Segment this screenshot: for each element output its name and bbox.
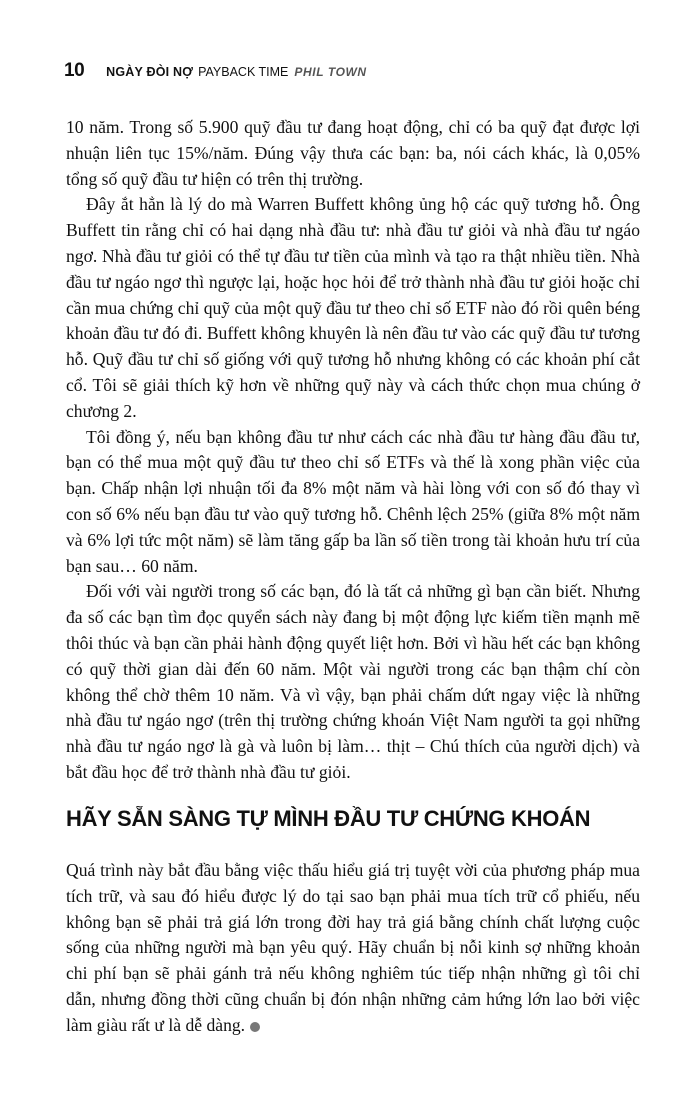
running-header (64, 60, 367, 82)
section-text (66, 858, 640, 1039)
paragraph: Đây ắt hẳn là lý do mà Warren Buffett không ủng hộ các quỹ tương hỗ. Ông Buffett tin rằng chỉ có hai dạng nhà đầu tư: nhà đầu tư giỏi và nhà đầu tư ngáo ngơ. Nhà đầu tư giỏi có thể tự đầu tư tiền của mình và tạo ra thật nhiều tiền. Nhà đầu tư ngáo ngơ thì ngược lại, hoặc học hỏi để trở thành nhà đầu tư giỏi hoặc chỉ cần mua chứng chỉ quỹ của một quỹ đầu tư theo chỉ số ETF nào đó rồi quên béng khoản đầu tư đó đi. Buffett không khuyên là nên đầu tư vào các quỹ đầu tư tương hỗ. Quỹ đầu tư chỉ số giống với quỹ tương hỗ nhưng không có các khoản phí cắt cổ. Tôi sẽ giải thích kỹ hơn về những quỹ này và cách thức chọn mua chúng ở chương 2. (66, 194, 640, 421)
page-number: 10 (64, 60, 85, 81)
section-heading: HÃY SẴN SÀNG TỰ MÌNH ĐẦU TƯ CHỨNG KHOÁN (66, 806, 591, 831)
paragraph: Đối với vài người trong số các bạn, đó là tất cả những gì bạn cần biết. Nhưng đa số các bạn tìm đọc quyển sách này đang bị một động lực kiếm tiền mạnh mẽ thôi thúc và bạn cần phải hành động quyết liệt hơn. Bởi vì hầu hết các bạn không có quỹ thời gian dài đến 60 năm. Một vài người trong các bạn thậm chí còn không thể chờ thêm 10 năm. Và vì vậy, bạn phải chấm dứt ngay việc là những nhà đầu tư ngáo ngơ (trên thị trường chứng khoán Việt Nam người ta gọi những nhà đầu tư ngáo ngơ là gà và luôn bị làm… thịt – Chú thích của người dịch) và bắt đầu học để trở thành nhà đầu tư giỏi. (66, 581, 640, 782)
end-of-section-bullet-icon (250, 1022, 260, 1032)
body-text (66, 115, 640, 786)
book-title: NGÀY ĐÒI NỢ (106, 65, 194, 79)
section-paragraph (66, 858, 640, 1039)
author-name: PHIL TOWN (294, 65, 367, 79)
paragraph: 10 năm. Trong số 5.900 quỹ đầu tư đang hoạt động, chỉ có ba quỹ đạt được lợi nhuận liên tục 15%/năm. Đúng vậy thưa các bạn: ba, nói cách khác, là 0,05% tổng số quỹ đầu tư hiện có trên thị trường. (66, 117, 640, 189)
section-paragraph-text: Quá trình này bắt đầu bằng việc thấu hiểu giá trị tuyệt vời của phương pháp mua tích trữ, và sau đó hiểu được lý do tại sao bạn phải mua tích trữ cổ phiếu, nếu không bạn sẽ phải trả giá lớn trong đời hay trả giá bằng chính chất lượng cuộc sống của những người mà bạn yêu quý. Hãy chuẩn bị nỗi kinh sợ những khoản chi phí bạn sẽ phải gánh trả nếu không nghiêm túc tiếp nhận những gì tôi chỉ dẫn, nhưng đồng thời cũng chuẩn bị đón nhận những cảm hứng lớn lao bởi việc làm giàu rất ư là dễ dàng. (66, 860, 640, 1035)
book-subtitle: PAYBACK TIME (198, 65, 289, 79)
paragraph: Tôi đồng ý, nếu bạn không đầu tư như cách các nhà đầu tư hàng đầu đầu tư, bạn có thể mua một quỹ đầu tư theo chỉ số ETFs và thế là xong phần việc của bạn. Chấp nhận lợi nhuận tối đa 8% một năm và hài lòng với con số đó thay vì con số 6% nếu bạn đầu tư vào quỹ tương hỗ. Chênh lệch 25% (giữa 8% một năm và 6% lợi tức một năm) sẽ làm tăng gấp ba lần số tiền trong tài khoản hưu trí của bạn sau… 60 năm. (66, 426, 640, 576)
